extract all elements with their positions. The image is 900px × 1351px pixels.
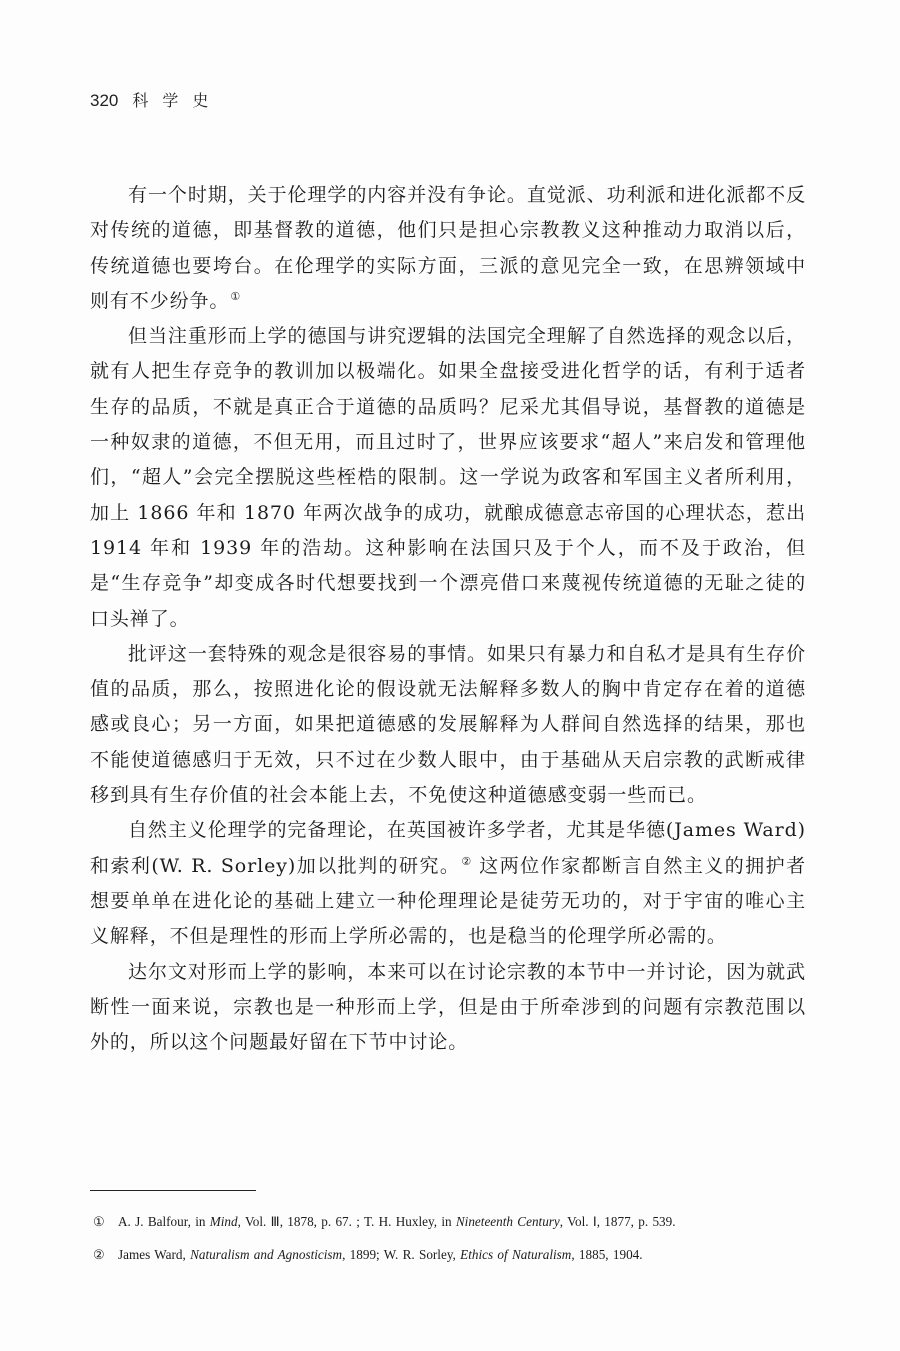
paragraph-text: 自然主义伦理学的完备理论，在英国被许多学者，尤其是华德(James Ward)和索利(W. R. Sorley)加以批判的研究。	[90, 819, 806, 877]
footnote-italic-title: Ethics of Naturalism	[460, 1247, 572, 1262]
footnote-divider	[90, 1190, 256, 1191]
footnote-text: A. J. Balfour, in	[118, 1214, 210, 1229]
body-text	[90, 178, 806, 1060]
footnote	[90, 1243, 808, 1267]
footnote-text: , Vol. Ⅰ, 1877, p. 539.	[559, 1214, 676, 1229]
footnote-italic-title: Mind	[209, 1214, 238, 1229]
footnote-text: , Vol. Ⅲ, 1878, p. 67. ; T. H. Huxley, in	[237, 1214, 456, 1229]
footnote-italic-title: Nineteenth Century	[455, 1214, 560, 1229]
paragraph	[90, 319, 806, 637]
book-title: 科学史	[132, 91, 223, 110]
footnote-ref[interactable]: ②	[461, 854, 472, 868]
footnote-text: , 1899; W. R. Sorley,	[342, 1247, 461, 1262]
footnote	[90, 1210, 808, 1234]
paragraph	[90, 637, 806, 813]
paragraph-text: 有一个时期，关于伦理学的内容并没有争论。直觉派、功利派和进化派都不反对传统的道德，即基督教的道德，他们只是担心宗教教义这种推动力取消以后，传统道德也要垮台。在伦理学的实际方面，三派的意见完全一致，在思辨领域中则有不少纷争。	[90, 184, 806, 312]
paragraph-text: 批评这一套特殊的观念是很容易的事情。如果只有暴力和自私才是具有生存价值的品质，那么，按照进化论的假设就无法解释多数人的胸中肯定存在着的道德感或良心；另一方面，如果把道德感的发展解释为人群间自然选择的结果，那也不能使道德感归于无效，只不过在少数人眼中，由于基础从天启宗教的武断戒律移到具有生存价值的社会本能上去，不免使这种道德感变弱一些而已。	[90, 642, 806, 807]
footnotes	[90, 1210, 808, 1276]
footnote-text: , 1885, 1904.	[571, 1247, 643, 1262]
paragraph-text: 但当注重形而上学的德国与讲究逻辑的法国完全理解了自然选择的观念以后，就有人把生存竞争的教训加以极端化。如果全盘接受进化哲学的话，有利于适者生存的品质，不就是真正合于道德的品质吗？尼采尤其倡导说，基督教的道德是一种奴隶的道德，不但无用，而且过时了，世界应该要求“超人”来启发和管理他们，“超人”会完全摆脱这些桎梏的限制。这一学说为政客和军国主义者所利用，加上 1866 年和 1870 年两次战争的成功，就酿成德意志帝国的心理状态，惹出 1914 年和 1939 年的浩劫。这种影响在法国只及于个人，而不及于政治，但是“生存竞争”却变成各时代想要找到一个漂亮借口来蔑视传统道德的无耻之徒的口头禅了。	[90, 325, 806, 630]
footnote-mark: ①	[93, 1214, 105, 1229]
paragraph	[90, 178, 806, 319]
footnote-italic-title: Naturalism and Agnosticism	[190, 1247, 343, 1262]
footnote-text: James Ward,	[118, 1247, 191, 1262]
footnote-mark: ②	[93, 1247, 105, 1262]
footnote-ref[interactable]: ①	[230, 289, 241, 303]
paragraph	[90, 813, 806, 954]
paragraph	[90, 955, 806, 1061]
paragraph-text: 达尔文对形而上学的影响，本来可以在讨论宗教的本节中一并讨论，因为就武断性一面来说，宗教也是一种形而上学，但是由于所牵涉到的问题有宗教范围以外的，所以这个问题最好留在下节中讨论。	[90, 960, 806, 1054]
page-number: 320	[90, 91, 119, 110]
running-head	[90, 88, 222, 111]
paragraph-tail: 这两位作家都断言自然主义的拥护者想要单单在进化论的基础上建立一种伦理理论是徒劳无功的，对于宇宙的唯心主义解释，不但是理性的形而上学所必需的，也是稳当的伦理学所必需的。	[90, 854, 806, 948]
